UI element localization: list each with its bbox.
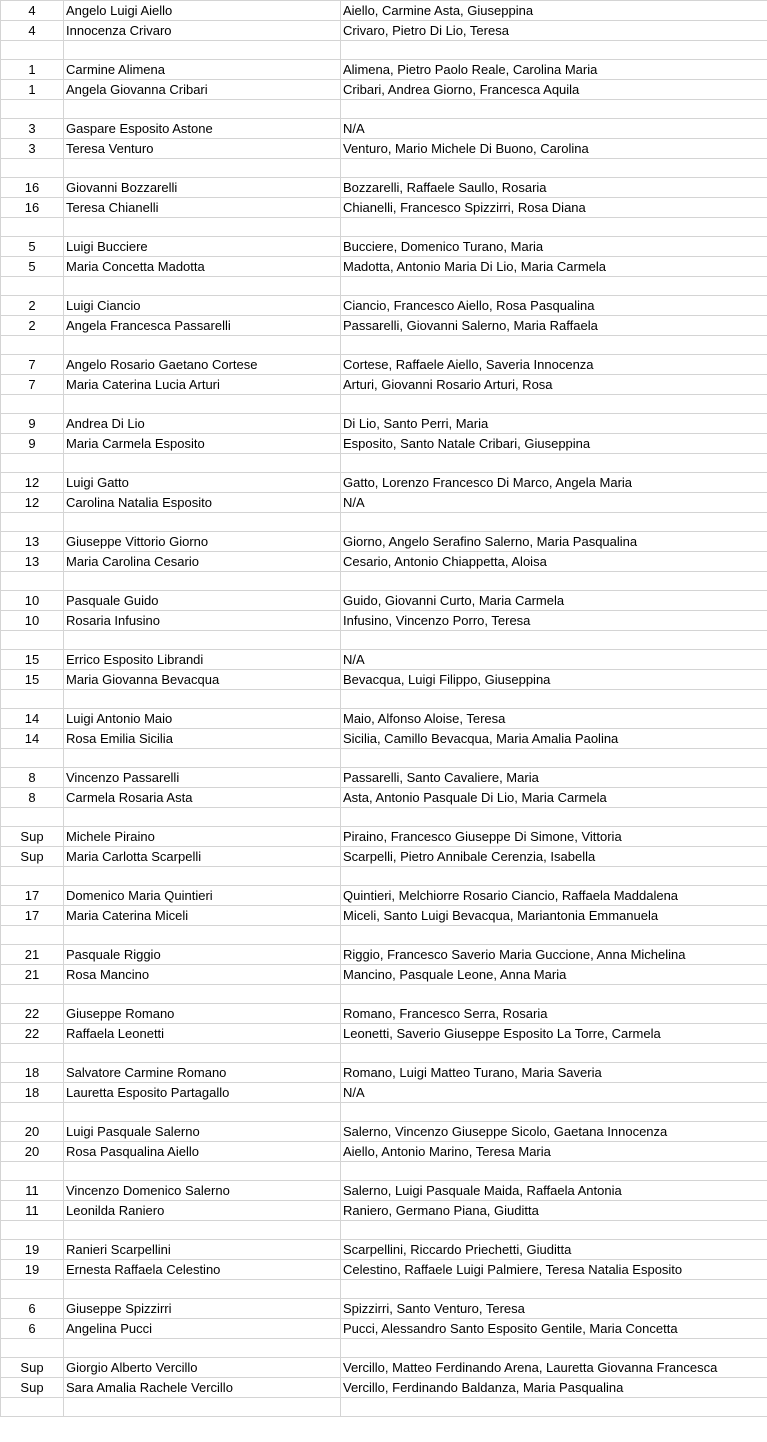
- name-cell[interactable]: Luigi Gatto: [64, 473, 341, 493]
- parents-cell[interactable]: Aiello, Carmine Asta, Giuseppina: [341, 1, 767, 21]
- name-cell[interactable]: [64, 1280, 341, 1299]
- number-cell[interactable]: 15: [1, 650, 64, 670]
- parents-cell[interactable]: Arturi, Giovanni Rosario Arturi, Rosa: [341, 375, 767, 395]
- name-cell[interactable]: Giuseppe Spizzirri: [64, 1299, 341, 1319]
- table-row: [1, 1162, 767, 1181]
- name-cell[interactable]: Raffaela Leonetti: [64, 1024, 341, 1044]
- table-row: [1, 906, 767, 926]
- table-row: [1, 218, 767, 237]
- parents-cell[interactable]: Spizzirri, Santo Venturo, Teresa: [341, 1299, 767, 1319]
- name-cell[interactable]: [64, 41, 341, 60]
- table-row: [1, 1398, 767, 1417]
- table-row: [1, 277, 767, 296]
- number-cell[interactable]: 17: [1, 886, 64, 906]
- name-cell[interactable]: [64, 808, 341, 827]
- number-cell[interactable]: [1, 1103, 64, 1122]
- name-cell[interactable]: Leonilda Raniero: [64, 1201, 341, 1221]
- table-row: [1, 1083, 767, 1103]
- table-row: [1, 1299, 767, 1319]
- spreadsheet-body: [1, 1, 767, 1417]
- parents-cell[interactable]: Celestino, Raffaele Luigi Palmiere, Teresa Natalia Esposito: [341, 1260, 767, 1280]
- table-row: [1, 316, 767, 336]
- table-row: [1, 631, 767, 650]
- table-row: [1, 60, 767, 80]
- number-cell[interactable]: 1: [1, 60, 64, 80]
- table-row: [1, 1044, 767, 1063]
- number-cell[interactable]: [1, 218, 64, 237]
- table-row: [1, 1004, 767, 1024]
- name-cell[interactable]: Vincenzo Domenico Salerno: [64, 1181, 341, 1201]
- number-cell[interactable]: [1, 454, 64, 473]
- name-cell[interactable]: Lauretta Esposito Partagallo: [64, 1083, 341, 1103]
- number-cell[interactable]: 9: [1, 414, 64, 434]
- table-row: [1, 1221, 767, 1240]
- number-cell[interactable]: [1, 985, 64, 1004]
- parents-cell[interactable]: Asta, Antonio Pasquale Di Lio, Maria Carmela: [341, 788, 767, 808]
- number-cell[interactable]: 15: [1, 670, 64, 690]
- number-cell[interactable]: 2: [1, 316, 64, 336]
- number-cell[interactable]: [1, 159, 64, 178]
- number-cell[interactable]: 18: [1, 1063, 64, 1083]
- number-cell[interactable]: 4: [1, 21, 64, 41]
- parents-cell[interactable]: [341, 926, 767, 945]
- table-row: [1, 847, 767, 867]
- table-row: [1, 827, 767, 847]
- number-cell[interactable]: [1, 1044, 64, 1063]
- number-cell[interactable]: 10: [1, 591, 64, 611]
- name-cell[interactable]: [64, 690, 341, 709]
- parents-cell[interactable]: Cesario, Antonio Chiappetta, Aloisa: [341, 552, 767, 572]
- name-cell[interactable]: [64, 336, 341, 355]
- table-row: [1, 532, 767, 552]
- name-cell[interactable]: Giovanni Bozzarelli: [64, 178, 341, 198]
- table-row: [1, 650, 767, 670]
- name-cell[interactable]: Teresa Venturo: [64, 139, 341, 159]
- name-cell[interactable]: Giuseppe Romano: [64, 1004, 341, 1024]
- parents-cell[interactable]: Cribari, Andrea Giorno, Francesca Aquila: [341, 80, 767, 100]
- number-cell[interactable]: 3: [1, 139, 64, 159]
- parents-cell[interactable]: [341, 454, 767, 473]
- table-row: [1, 1280, 767, 1299]
- table-row: [1, 709, 767, 729]
- name-cell[interactable]: [64, 100, 341, 119]
- parents-cell[interactable]: [341, 1044, 767, 1063]
- name-cell[interactable]: Andrea Di Lio: [64, 414, 341, 434]
- parents-cell[interactable]: Riggio, Francesco Saverio Maria Guccione, Anna Michelina: [341, 945, 767, 965]
- name-cell[interactable]: [64, 218, 341, 237]
- name-cell[interactable]: Maria Carolina Cesario: [64, 552, 341, 572]
- parents-cell[interactable]: Di Lio, Santo Perri, Maria: [341, 414, 767, 434]
- number-cell[interactable]: 1: [1, 80, 64, 100]
- number-cell[interactable]: 21: [1, 945, 64, 965]
- parents-cell[interactable]: Vercillo, Ferdinando Baldanza, Maria Pasqualina: [341, 1378, 767, 1398]
- name-cell[interactable]: [64, 395, 341, 414]
- parents-cell[interactable]: Passarelli, Giovanni Salerno, Maria Raffaela: [341, 316, 767, 336]
- table-row: [1, 139, 767, 159]
- name-cell[interactable]: Angela Francesca Passarelli: [64, 316, 341, 336]
- number-cell[interactable]: [1, 1398, 64, 1417]
- table-row: [1, 1142, 767, 1162]
- parents-cell[interactable]: [341, 749, 767, 768]
- number-cell[interactable]: [1, 1280, 64, 1299]
- parents-cell[interactable]: Guido, Giovanni Curto, Maria Carmela: [341, 591, 767, 611]
- name-cell[interactable]: Salvatore Carmine Romano: [64, 1063, 341, 1083]
- name-cell[interactable]: [64, 631, 341, 650]
- name-cell[interactable]: Rosa Mancino: [64, 965, 341, 985]
- parents-cell[interactable]: [341, 513, 767, 532]
- table-row: [1, 552, 767, 572]
- table-row: [1, 1122, 767, 1142]
- name-cell[interactable]: [64, 454, 341, 473]
- parents-cell[interactable]: Cortese, Raffaele Aiello, Saveria Innocenza: [341, 355, 767, 375]
- number-cell[interactable]: 19: [1, 1240, 64, 1260]
- number-cell[interactable]: 8: [1, 788, 64, 808]
- number-cell[interactable]: [1, 100, 64, 119]
- parents-cell[interactable]: Bozzarelli, Raffaele Saullo, Rosaria: [341, 178, 767, 198]
- parents-cell[interactable]: Sicilia, Camillo Bevacqua, Maria Amalia Paolina: [341, 729, 767, 749]
- table-row: [1, 80, 767, 100]
- number-cell[interactable]: [1, 395, 64, 414]
- table-row: [1, 808, 767, 827]
- number-cell[interactable]: 19: [1, 1260, 64, 1280]
- number-cell[interactable]: [1, 1339, 64, 1358]
- number-cell[interactable]: 20: [1, 1142, 64, 1162]
- parents-cell[interactable]: Mancino, Pasquale Leone, Anna Maria: [341, 965, 767, 985]
- number-cell[interactable]: [1, 926, 64, 945]
- number-cell[interactable]: [1, 572, 64, 591]
- name-cell[interactable]: [64, 1162, 341, 1181]
- name-cell[interactable]: Errico Esposito Librandi: [64, 650, 341, 670]
- number-cell[interactable]: 16: [1, 198, 64, 218]
- parents-cell[interactable]: Romano, Luigi Matteo Turano, Maria Saveria: [341, 1063, 767, 1083]
- name-cell[interactable]: Angelo Rosario Gaetano Cortese: [64, 355, 341, 375]
- number-cell[interactable]: [1, 277, 64, 296]
- name-cell[interactable]: Rosaria Infusino: [64, 611, 341, 631]
- table-row: [1, 1319, 767, 1339]
- parents-cell[interactable]: Maio, Alfonso Aloise, Teresa: [341, 709, 767, 729]
- table-row: [1, 690, 767, 709]
- parents-cell[interactable]: [341, 100, 767, 119]
- parents-cell[interactable]: [341, 1221, 767, 1240]
- number-cell[interactable]: [1, 749, 64, 768]
- number-cell[interactable]: 5: [1, 257, 64, 277]
- table-row: [1, 119, 767, 139]
- table-row: [1, 1358, 767, 1378]
- table-row: [1, 1063, 767, 1083]
- number-cell[interactable]: 11: [1, 1201, 64, 1221]
- table-row: [1, 1339, 767, 1358]
- table-row: [1, 355, 767, 375]
- table-row: [1, 178, 767, 198]
- name-cell[interactable]: [64, 1103, 341, 1122]
- number-cell[interactable]: 12: [1, 493, 64, 513]
- parents-cell[interactable]: Salerno, Luigi Pasquale Maida, Raffaela Antonia: [341, 1181, 767, 1201]
- table-row: [1, 985, 767, 1004]
- table-row: [1, 670, 767, 690]
- parents-cell[interactable]: N/A: [341, 493, 767, 513]
- number-cell[interactable]: [1, 1221, 64, 1240]
- parents-cell[interactable]: Gatto, Lorenzo Francesco Di Marco, Angela Maria: [341, 473, 767, 493]
- name-cell[interactable]: Pasquale Guido: [64, 591, 341, 611]
- parents-cell[interactable]: N/A: [341, 119, 767, 139]
- parents-cell[interactable]: Crivaro, Pietro Di Lio, Teresa: [341, 21, 767, 41]
- name-cell[interactable]: [64, 867, 341, 886]
- table-row: [1, 1, 767, 21]
- parents-cell[interactable]: N/A: [341, 650, 767, 670]
- parents-cell[interactable]: Scarpelli, Pietro Annibale Cerenzia, Isabella: [341, 847, 767, 867]
- table-row: [1, 611, 767, 631]
- number-cell[interactable]: 2: [1, 296, 64, 316]
- table-row: [1, 945, 767, 965]
- parents-cell[interactable]: Salerno, Vincenzo Giuseppe Sicolo, Gaetana Innocenza: [341, 1122, 767, 1142]
- number-cell[interactable]: 13: [1, 552, 64, 572]
- table-row: [1, 100, 767, 119]
- parents-cell[interactable]: [341, 336, 767, 355]
- name-cell[interactable]: Maria Carmela Esposito: [64, 434, 341, 454]
- name-cell[interactable]: Angela Giovanna Cribari: [64, 80, 341, 100]
- name-cell[interactable]: Maria Caterina Lucia Arturi: [64, 375, 341, 395]
- table-row: [1, 1103, 767, 1122]
- name-cell[interactable]: Carolina Natalia Esposito: [64, 493, 341, 513]
- table-row: [1, 572, 767, 591]
- number-cell[interactable]: 3: [1, 119, 64, 139]
- number-cell[interactable]: Sup: [1, 827, 64, 847]
- parents-cell[interactable]: [341, 277, 767, 296]
- name-cell[interactable]: Luigi Antonio Maio: [64, 709, 341, 729]
- number-cell[interactable]: [1, 808, 64, 827]
- name-cell[interactable]: Angelo Luigi Aiello: [64, 1, 341, 21]
- parents-cell[interactable]: Pucci, Alessandro Santo Esposito Gentile, Maria Concetta: [341, 1319, 767, 1339]
- table-row: [1, 454, 767, 473]
- number-cell[interactable]: 4: [1, 1, 64, 21]
- number-cell[interactable]: [1, 1162, 64, 1181]
- name-cell[interactable]: [64, 1221, 341, 1240]
- parents-cell[interactable]: Passarelli, Santo Cavaliere, Maria: [341, 768, 767, 788]
- table-row: [1, 336, 767, 355]
- name-cell[interactable]: Domenico Maria Quintieri: [64, 886, 341, 906]
- parents-cell[interactable]: Giorno, Angelo Serafino Salerno, Maria Pasqualina: [341, 532, 767, 552]
- parents-cell[interactable]: [341, 631, 767, 650]
- name-cell[interactable]: Maria Concetta Madotta: [64, 257, 341, 277]
- name-cell[interactable]: Luigi Pasquale Salerno: [64, 1122, 341, 1142]
- table-row: [1, 1240, 767, 1260]
- parents-cell[interactable]: [341, 1339, 767, 1358]
- table-row: [1, 1201, 767, 1221]
- table-row: [1, 198, 767, 218]
- number-cell[interactable]: [1, 631, 64, 650]
- name-cell[interactable]: Luigi Ciancio: [64, 296, 341, 316]
- name-cell[interactable]: Rosa Pasqualina Aiello: [64, 1142, 341, 1162]
- name-cell[interactable]: [64, 1339, 341, 1358]
- number-cell[interactable]: [1, 867, 64, 886]
- parents-cell[interactable]: [341, 1398, 767, 1417]
- name-cell[interactable]: [64, 985, 341, 1004]
- name-cell[interactable]: Ernesta Raffaela Celestino: [64, 1260, 341, 1280]
- number-cell[interactable]: 8: [1, 768, 64, 788]
- parents-cell[interactable]: Aiello, Antonio Marino, Teresa Maria: [341, 1142, 767, 1162]
- name-cell[interactable]: [64, 572, 341, 591]
- parents-cell[interactable]: Infusino, Vincenzo Porro, Teresa: [341, 611, 767, 631]
- number-cell[interactable]: 22: [1, 1004, 64, 1024]
- table-row: [1, 159, 767, 178]
- number-cell[interactable]: [1, 336, 64, 355]
- name-cell[interactable]: Teresa Chianelli: [64, 198, 341, 218]
- name-cell[interactable]: Maria Carlotta Scarpelli: [64, 847, 341, 867]
- table-row: [1, 414, 767, 434]
- parents-cell[interactable]: Bucciere, Domenico Turano, Maria: [341, 237, 767, 257]
- number-cell[interactable]: [1, 690, 64, 709]
- name-cell[interactable]: Innocenza Crivaro: [64, 21, 341, 41]
- number-cell[interactable]: Sup: [1, 1378, 64, 1398]
- number-cell[interactable]: 21: [1, 965, 64, 985]
- parents-cell[interactable]: [341, 867, 767, 886]
- parents-cell[interactable]: [341, 159, 767, 178]
- table-row: [1, 1260, 767, 1280]
- name-cell[interactable]: Gaspare Esposito Astone: [64, 119, 341, 139]
- number-cell[interactable]: 11: [1, 1181, 64, 1201]
- number-cell[interactable]: 7: [1, 355, 64, 375]
- table-row: [1, 296, 767, 316]
- parents-cell[interactable]: [341, 1162, 767, 1181]
- table-row: [1, 41, 767, 60]
- table-row: [1, 257, 767, 277]
- name-cell[interactable]: [64, 1044, 341, 1063]
- table-row: [1, 395, 767, 414]
- table-row: [1, 729, 767, 749]
- parents-cell[interactable]: Romano, Francesco Serra, Rosaria: [341, 1004, 767, 1024]
- parents-cell[interactable]: [341, 1280, 767, 1299]
- number-cell[interactable]: Sup: [1, 1358, 64, 1378]
- number-cell[interactable]: 5: [1, 237, 64, 257]
- parents-cell[interactable]: Miceli, Santo Luigi Bevacqua, Mariantonia Emmanuela: [341, 906, 767, 926]
- parents-cell[interactable]: [341, 808, 767, 827]
- number-cell[interactable]: [1, 513, 64, 532]
- table-row: [1, 1181, 767, 1201]
- parents-cell[interactable]: Ciancio, Francesco Aiello, Rosa Pasqualina: [341, 296, 767, 316]
- table-row: [1, 768, 767, 788]
- number-cell[interactable]: 17: [1, 906, 64, 926]
- table-row: [1, 1024, 767, 1044]
- parents-cell[interactable]: Raniero, Germano Piana, Giuditta: [341, 1201, 767, 1221]
- parents-cell[interactable]: Bevacqua, Luigi Filippo, Giuseppina: [341, 670, 767, 690]
- name-cell[interactable]: Angelina Pucci: [64, 1319, 341, 1339]
- parents-cell[interactable]: [341, 395, 767, 414]
- name-cell[interactable]: [64, 1398, 341, 1417]
- table-row: [1, 513, 767, 532]
- table-row: [1, 1378, 767, 1398]
- table-row: [1, 493, 767, 513]
- name-cell[interactable]: Luigi Bucciere: [64, 237, 341, 257]
- parents-cell[interactable]: [341, 985, 767, 1004]
- name-cell[interactable]: [64, 513, 341, 532]
- parents-cell[interactable]: Madotta, Antonio Maria Di Lio, Maria Carmela: [341, 257, 767, 277]
- number-cell[interactable]: 14: [1, 729, 64, 749]
- parents-cell[interactable]: Scarpellini, Riccardo Priechetti, Giuditta: [341, 1240, 767, 1260]
- parents-cell[interactable]: [341, 41, 767, 60]
- table-row: [1, 867, 767, 886]
- number-cell[interactable]: 7: [1, 375, 64, 395]
- table-row: [1, 965, 767, 985]
- number-cell[interactable]: 13: [1, 532, 64, 552]
- table-row: [1, 21, 767, 41]
- name-cell[interactable]: Maria Giovanna Bevacqua: [64, 670, 341, 690]
- name-cell[interactable]: Rosa Emilia Sicilia: [64, 729, 341, 749]
- table-row: [1, 749, 767, 768]
- parents-cell[interactable]: N/A: [341, 1083, 767, 1103]
- name-cell[interactable]: Michele Piraino: [64, 827, 341, 847]
- table-row: [1, 375, 767, 395]
- name-cell[interactable]: [64, 749, 341, 768]
- parents-cell[interactable]: Piraino, Francesco Giuseppe Di Simone, Vittoria: [341, 827, 767, 847]
- table-row: [1, 473, 767, 493]
- parents-cell[interactable]: Quintieri, Melchiorre Rosario Ciancio, Raffaela Maddalena: [341, 886, 767, 906]
- number-cell[interactable]: 9: [1, 434, 64, 454]
- table-row: [1, 886, 767, 906]
- name-cell[interactable]: Carmine Alimena: [64, 60, 341, 80]
- name-cell[interactable]: Vincenzo Passarelli: [64, 768, 341, 788]
- number-cell[interactable]: 6: [1, 1299, 64, 1319]
- name-cell[interactable]: Ranieri Scarpellini: [64, 1240, 341, 1260]
- parents-cell[interactable]: Esposito, Santo Natale Cribari, Giuseppina: [341, 434, 767, 454]
- parents-cell[interactable]: Vercillo, Matteo Ferdinando Arena, Lauretta Giovanna Francesca: [341, 1358, 767, 1378]
- table-row: [1, 591, 767, 611]
- name-cell[interactable]: [64, 926, 341, 945]
- table-row: [1, 788, 767, 808]
- name-cell[interactable]: Giuseppe Vittorio Giorno: [64, 532, 341, 552]
- number-cell[interactable]: Sup: [1, 847, 64, 867]
- table-row: [1, 926, 767, 945]
- number-cell[interactable]: 16: [1, 178, 64, 198]
- parents-cell[interactable]: [341, 218, 767, 237]
- number-cell[interactable]: 12: [1, 473, 64, 493]
- name-cell[interactable]: Carmela Rosaria Asta: [64, 788, 341, 808]
- name-cell[interactable]: Pasquale Riggio: [64, 945, 341, 965]
- table-row: [1, 434, 767, 454]
- number-cell[interactable]: 10: [1, 611, 64, 631]
- number-cell[interactable]: 22: [1, 1024, 64, 1044]
- number-cell[interactable]: 14: [1, 709, 64, 729]
- number-cell[interactable]: 6: [1, 1319, 64, 1339]
- parents-cell[interactable]: [341, 572, 767, 591]
- parents-cell[interactable]: Venturo, Mario Michele Di Buono, Carolina: [341, 139, 767, 159]
- number-cell[interactable]: 20: [1, 1122, 64, 1142]
- number-cell[interactable]: 18: [1, 1083, 64, 1103]
- name-cell[interactable]: Sara Amalia Rachele Vercillo: [64, 1378, 341, 1398]
- name-cell[interactable]: [64, 159, 341, 178]
- name-cell[interactable]: [64, 277, 341, 296]
- parents-cell[interactable]: Leonetti, Saverio Giuseppe Esposito La Torre, Carmela: [341, 1024, 767, 1044]
- parents-cell[interactable]: Chianelli, Francesco Spizzirri, Rosa Diana: [341, 198, 767, 218]
- name-cell[interactable]: Giorgio Alberto Vercillo: [64, 1358, 341, 1378]
- parents-cell[interactable]: [341, 690, 767, 709]
- name-cell[interactable]: Maria Caterina Miceli: [64, 906, 341, 926]
- number-cell[interactable]: [1, 41, 64, 60]
- parents-cell[interactable]: [341, 1103, 767, 1122]
- parents-cell[interactable]: Alimena, Pietro Paolo Reale, Carolina Maria: [341, 60, 767, 80]
- table-row: [1, 237, 767, 257]
